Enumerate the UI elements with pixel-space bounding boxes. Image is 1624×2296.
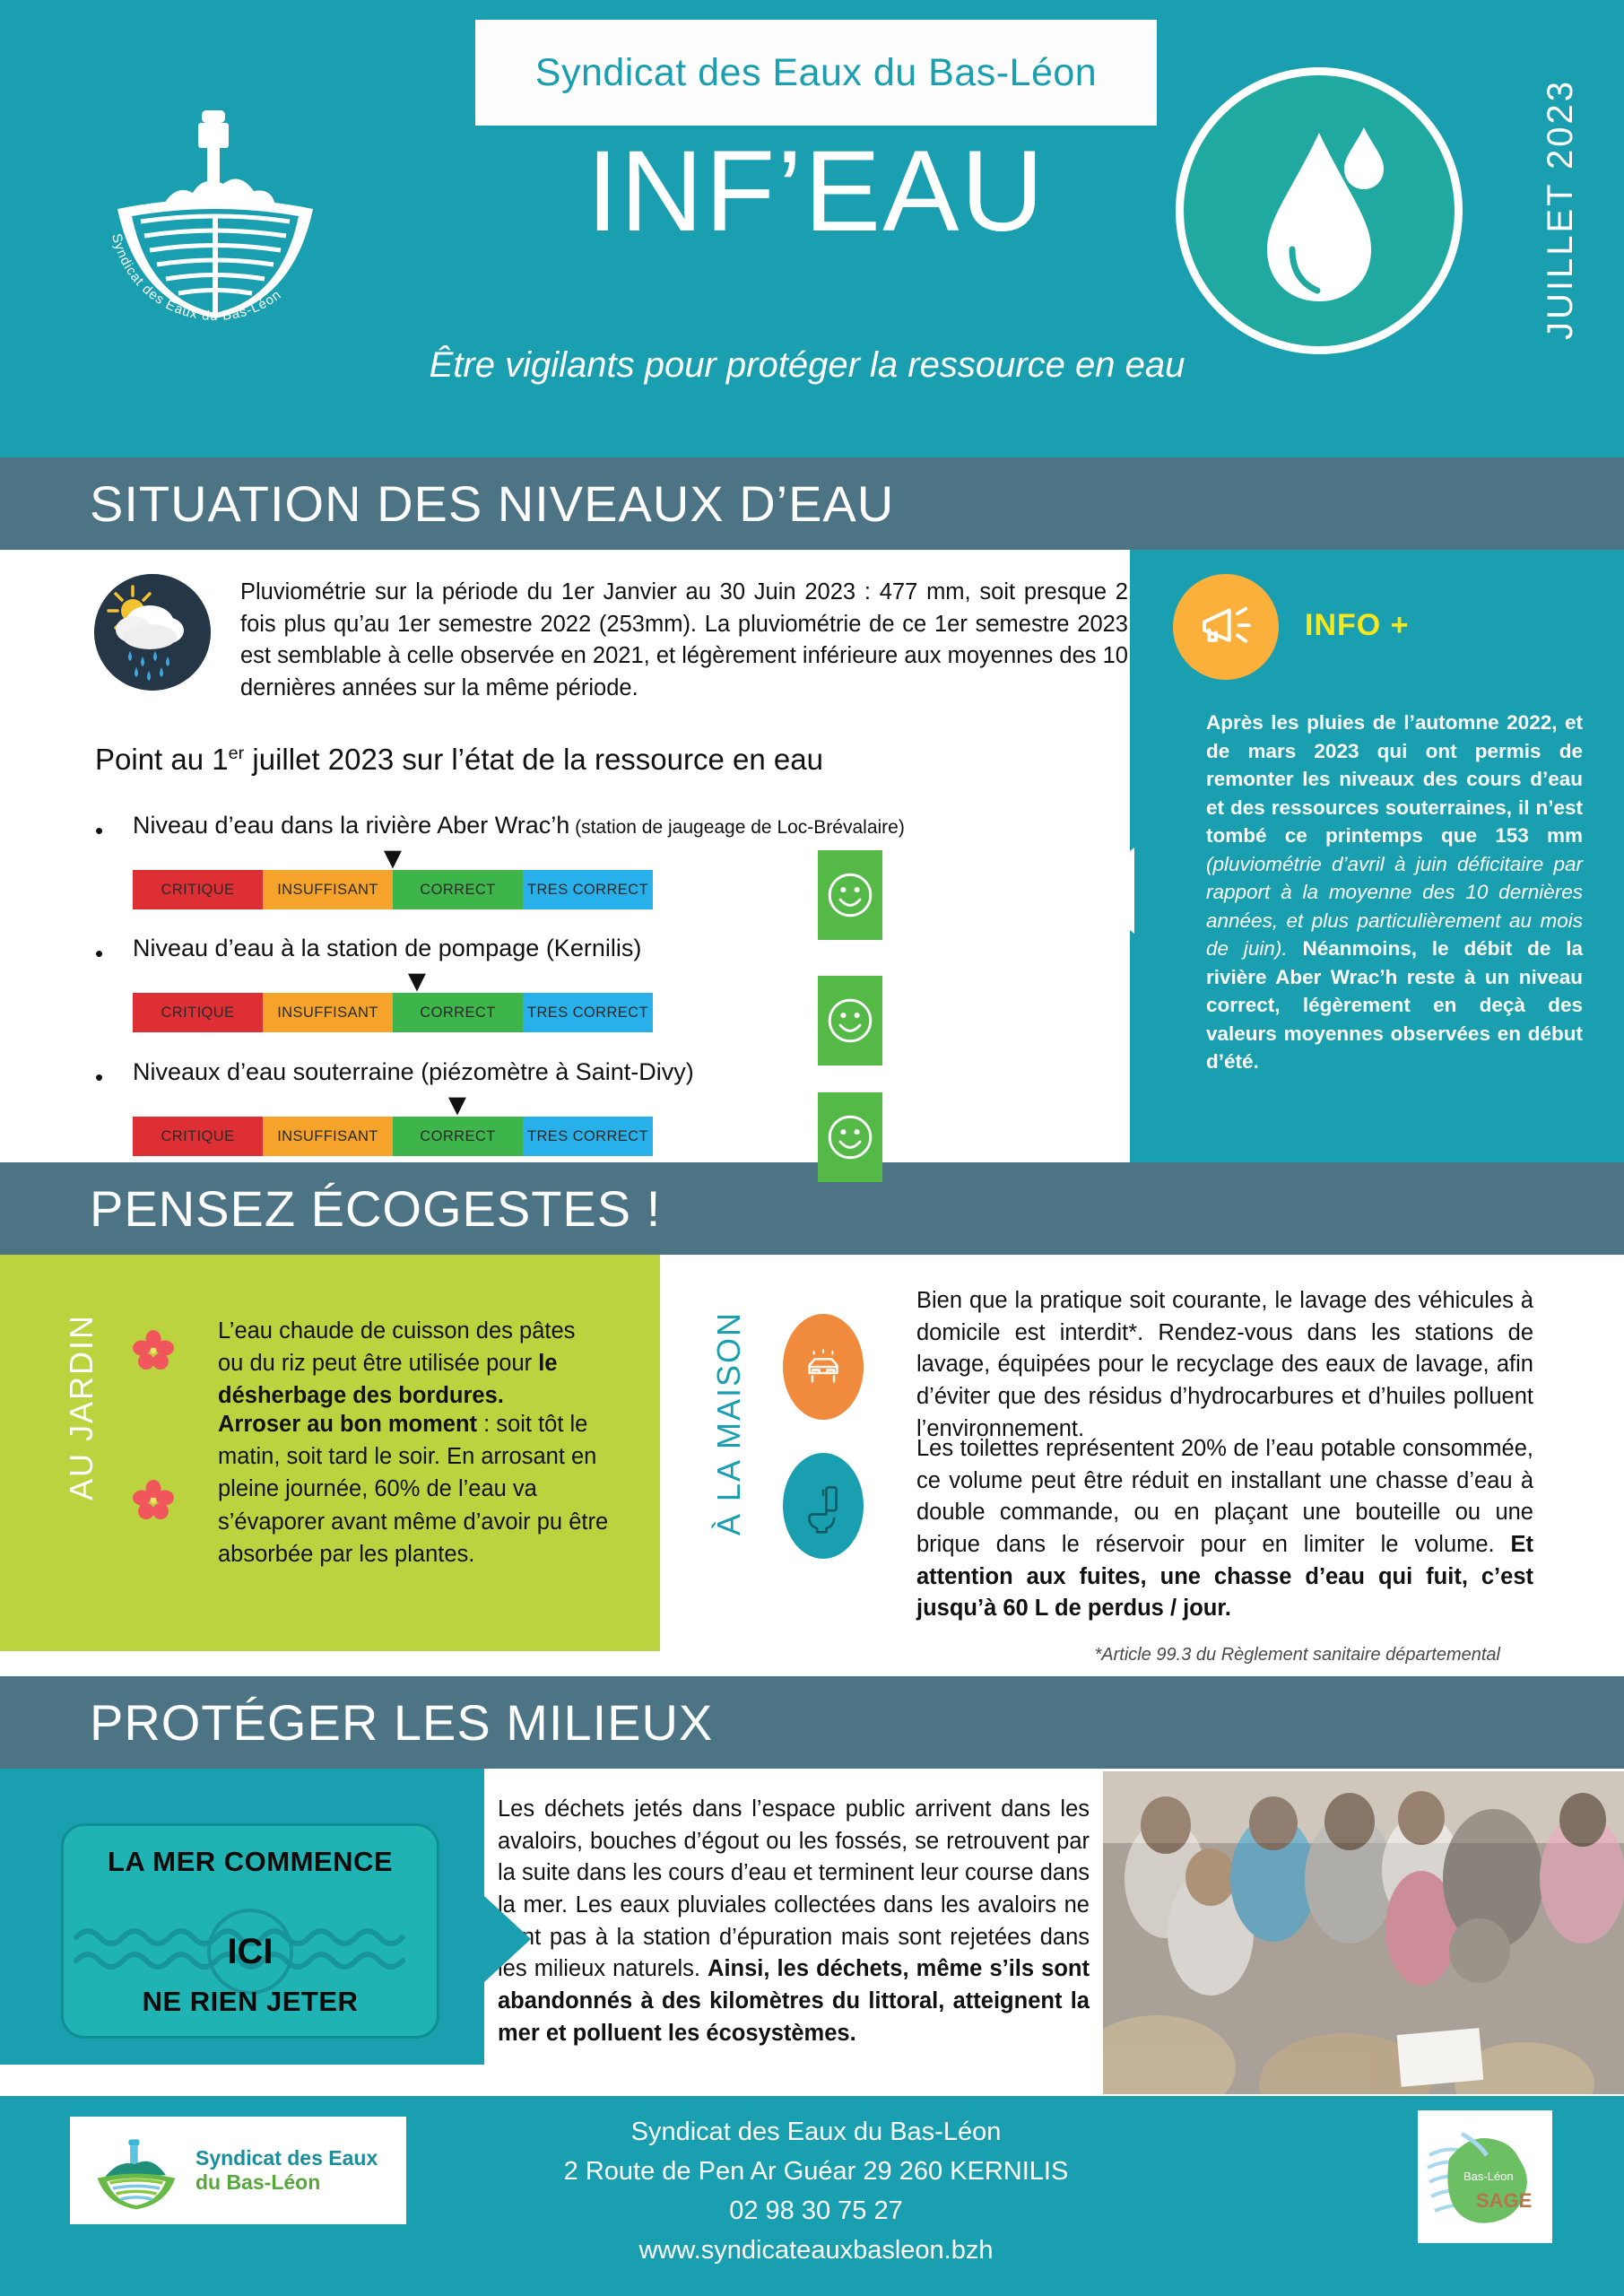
gauge-label-1: [133, 812, 905, 839]
garden-tip-1-bold: le désherbage des bordures.: [218, 1351, 558, 1409]
photo-children-outdoors: [1103, 1771, 1624, 2094]
gauge-label-sub: (station de jaugeage de Loc-Brévalaire): [569, 817, 905, 838]
info-part-2-italic: (pluviométrie d’avril à juin déficitaire par rapport à la moyenne des 10 dernières années, et plus particulièrement au mois de juin).: [1206, 852, 1583, 960]
footer-website[interactable]: www.syndicateauxbasleon.bzh: [638, 2236, 994, 2266]
info-plus-title: INFO +: [1305, 608, 1410, 642]
smiley-happy-1: [818, 850, 882, 940]
footer-logo-mark: [90, 2127, 183, 2213]
milieux-paragraph-bold: Ainsi, les déchets, même s’ils sont abandonnés à des kilomètres du littoral, atteignent la mer et polluent les écosystèmes.: [498, 1956, 1090, 2046]
segment-critique: CRITIQUE: [133, 993, 263, 1032]
bullet-icon: •: [95, 817, 104, 844]
smiley-happy-2: [818, 976, 882, 1065]
garden-tip-1-pre: L’eau chaude de cuisson des pâtes ou du riz peut être utilisée pour: [218, 1318, 576, 1377]
info-plus-body: [1206, 709, 1583, 1076]
banner-ecogestes: [0, 1162, 1624, 1255]
footer-contact-block: [466, 2112, 1166, 2270]
banner-proteger-milieux: [0, 1676, 1624, 1769]
badge-line-top: LA MER COMMENCE: [107, 1846, 394, 1877]
car-wash-icon: [783, 1314, 864, 1420]
page-header: [0, 0, 1624, 457]
bullet-icon: •: [95, 940, 104, 967]
gauge-groundwater-saint-divy: [95, 1058, 694, 1156]
gauge-bar-wrapper-2: [133, 964, 653, 1032]
garden-tip-2: [218, 1408, 612, 1570]
banner-situation-label: SITUATION DES NIVEAUX D’EAU: [90, 475, 895, 532]
smiley-happy-3: [818, 1092, 882, 1182]
segment-insuffisant: INSUFFISANT: [263, 870, 393, 909]
vertical-label-au-jardin: AU JARDIN: [63, 1314, 100, 1501]
gauge-label-main: Niveau d’eau à la station de pompage (Kernilis): [133, 935, 642, 961]
gauge-label-2: [133, 935, 653, 962]
home-tip-2-pre: Les toilettes représentent 20% de l’eau potable consommée, ce volume peut être réduit en installant une chasse d’eau à double commande, ou en plaçant une bouteille ou une brique dans le réservoir pour en limiter le volume.: [916, 1436, 1533, 1558]
bullet-icon: •: [95, 1064, 104, 1091]
gauge-pumping-station-kernilis: [95, 935, 653, 1032]
footer-logo-text: [195, 2146, 378, 2195]
issue-month: JUILLET 2023: [1541, 79, 1580, 340]
footer-org-name: Syndicat des Eaux du Bas-Léon: [630, 2118, 1002, 2146]
milieux-paragraph-pre: Les déchets jetés dans l’espace public arrivent dans les avaloirs, bouches d’égout ou les fossés, se retrouvent par la suite dans les cours d’eau et terminent leur course dans la mer. Les eaux pluviales collectées dans les avaloirs ne vont pas à la station d’épuration mais sont rejetées dans les milieux naturels.: [498, 1796, 1090, 1982]
sage-logo-mark: [1422, 2114, 1548, 2239]
badge-ici-circle: ICI: [207, 1909, 293, 1995]
gauge-label-3: [133, 1058, 694, 1086]
banner-ecogestes-label: PENSEZ ÉCOGESTES !: [90, 1180, 662, 1237]
tagline: Être vigilants pour protéger la ressource en eau: [429, 345, 1185, 385]
gauge-bar-1: [133, 870, 653, 909]
segment-correct: CORRECT: [393, 870, 523, 909]
footer-logo-line2: du Bas-Léon: [195, 2170, 321, 2194]
badge-line-bottom: NE RIEN JETER: [142, 1986, 359, 2017]
gauge-bar-wrapper-3: [133, 1088, 694, 1156]
footer-logo-line1: Syndicat des Eaux: [195, 2145, 378, 2170]
megaphone-icon: [1193, 594, 1259, 660]
milieux-paragraph: [498, 1794, 1090, 2050]
gauge-label-main: Niveaux d’eau souterraine (piézomètre à Saint-Divy): [133, 1058, 694, 1085]
footer-address: 2 Route de Pen Ar Guéar 29 260 KERNILIS: [563, 2157, 1069, 2187]
gauge-marker-1: ▼: [378, 841, 408, 875]
garden-tip-1: [218, 1315, 604, 1413]
point-title-sup: er: [228, 744, 245, 763]
footer-phone[interactable]: 02 98 30 75 27: [729, 2196, 903, 2226]
segment-correct: CORRECT: [393, 1117, 523, 1156]
segment-insuffisant: INSUFFISANT: [263, 993, 393, 1032]
info-part-3: Néanmoins, le débit de la rivière Aber Wrac’h reste à un niveau correct, légèrement en deçà des valeurs moyennes observées en début d’été.: [1206, 937, 1583, 1073]
org-title-plate: [475, 20, 1157, 126]
logo-arc-text: Syndicat des Eaux du Bas-Léon: [109, 231, 285, 325]
flower-icon-2: [133, 1480, 174, 1521]
segment-insuffisant: INSUFFISANT: [263, 1117, 393, 1156]
garden-tip-2-bold: Arroser au bon moment: [218, 1412, 478, 1437]
garden-tip-2-post: : soit tôt le matin, soit tard le soir. En arrosant en pleine journée, 60% de l’eau va s’évaporer avant même d’avoir pu être absorbée par les plantes.: [218, 1412, 609, 1567]
gauge-bar-3: [133, 1117, 653, 1156]
segment-tres-correct: TRES CORRECT: [523, 870, 653, 909]
syndicat-logo-header: [85, 85, 345, 345]
gauge-label-main: Niveau d’eau dans la rivière Aber Wrac’h: [133, 812, 570, 839]
water-drop-badge: [1176, 67, 1463, 354]
segment-tres-correct: TRES CORRECT: [523, 1117, 653, 1156]
flower-icon-1: [133, 1330, 174, 1371]
water-drop-icon: [1229, 108, 1409, 314]
point-state-title: [95, 743, 823, 777]
info-part-1: Après les pluies de l’automne 2022, et de mars 2023 qui ont permis de remonter les niveaux des cours d’eau et des ressources souterraines, il n’est tombé ce printemps que 153 mm: [1206, 711, 1583, 847]
gauge-bar-wrapper-1: [133, 841, 905, 909]
page-footer: [0, 2096, 1624, 2296]
toilet-icon: [783, 1453, 864, 1559]
milieux-panel-arrow: [484, 1896, 531, 1982]
segment-critique: CRITIQUE: [133, 870, 263, 909]
gauge-bar-2: [133, 993, 653, 1032]
gauge-marker-3: ▼: [442, 1088, 473, 1122]
banner-proteger-label: PROTÉGER LES MILIEUX: [90, 1694, 714, 1751]
segment-critique: CRITIQUE: [133, 1117, 263, 1156]
point-title-post: juillet 2023 sur l’état de la ressource en eau: [244, 743, 823, 776]
home-tip-2-bold: Et attention aux fuites, une chasse d’eau qui fuit, c’est jusqu’à 60 L de perdus / jour.: [916, 1532, 1533, 1622]
gauge-marker-2: ▼: [402, 964, 432, 998]
info-panel-arrow: [1081, 848, 1134, 934]
sage-logo-bottom-text: SAGE: [1476, 2189, 1533, 2212]
pluviometry-paragraph: Pluviométrie sur la période du 1er Janvier au 30 Juin 2023 : 477 mm, soit presque 2 fois plus qu’au 1er semestre 2022 (253mm). La pluviométrie de ce 1er semestre 2023 est semblable à celle observée en 2021, et légèrement inférieure aux moyennes des 10 dernières années sur la même période.: [240, 579, 1128, 701]
org-title: Syndicat des Eaux du Bas-Léon: [534, 50, 1098, 94]
ecogestes-footnote: *Article 99.3 du Règlement sanitaire départemental: [1094, 1645, 1500, 1665]
masthead-title: INF’EAU: [586, 127, 1046, 256]
vertical-label-a-la-maison: À LA MAISON: [710, 1311, 747, 1536]
megaphone-badge: [1173, 574, 1279, 680]
home-tip-1: Bien que la pratique soit courante, le lavage des véhicules à domicile est interdit*. Rendez-vous dans les stations de lavage, équipées pour le recyclage des eaux de lavage, afin d’éviter que des résidus d’hydrocarbures et d’huiles polluent l’environnement.: [916, 1288, 1533, 1441]
banner-situation: [0, 457, 1624, 550]
point-title-pre: Point au 1: [95, 743, 229, 776]
segment-correct: CORRECT: [393, 993, 523, 1032]
footer-logo-sage: [1418, 2110, 1552, 2243]
la-mer-commence-ici-badge: [61, 1823, 439, 2039]
home-tip-2: [916, 1433, 1533, 1625]
segment-tres-correct: TRES CORRECT: [523, 993, 653, 1032]
sage-logo-top-text: Bas-Léon: [1463, 2170, 1514, 2183]
footer-logo-syndicat: [70, 2117, 406, 2224]
weather-rain-icon: [94, 574, 211, 691]
gauge-river-aber-wrach: [95, 812, 905, 909]
